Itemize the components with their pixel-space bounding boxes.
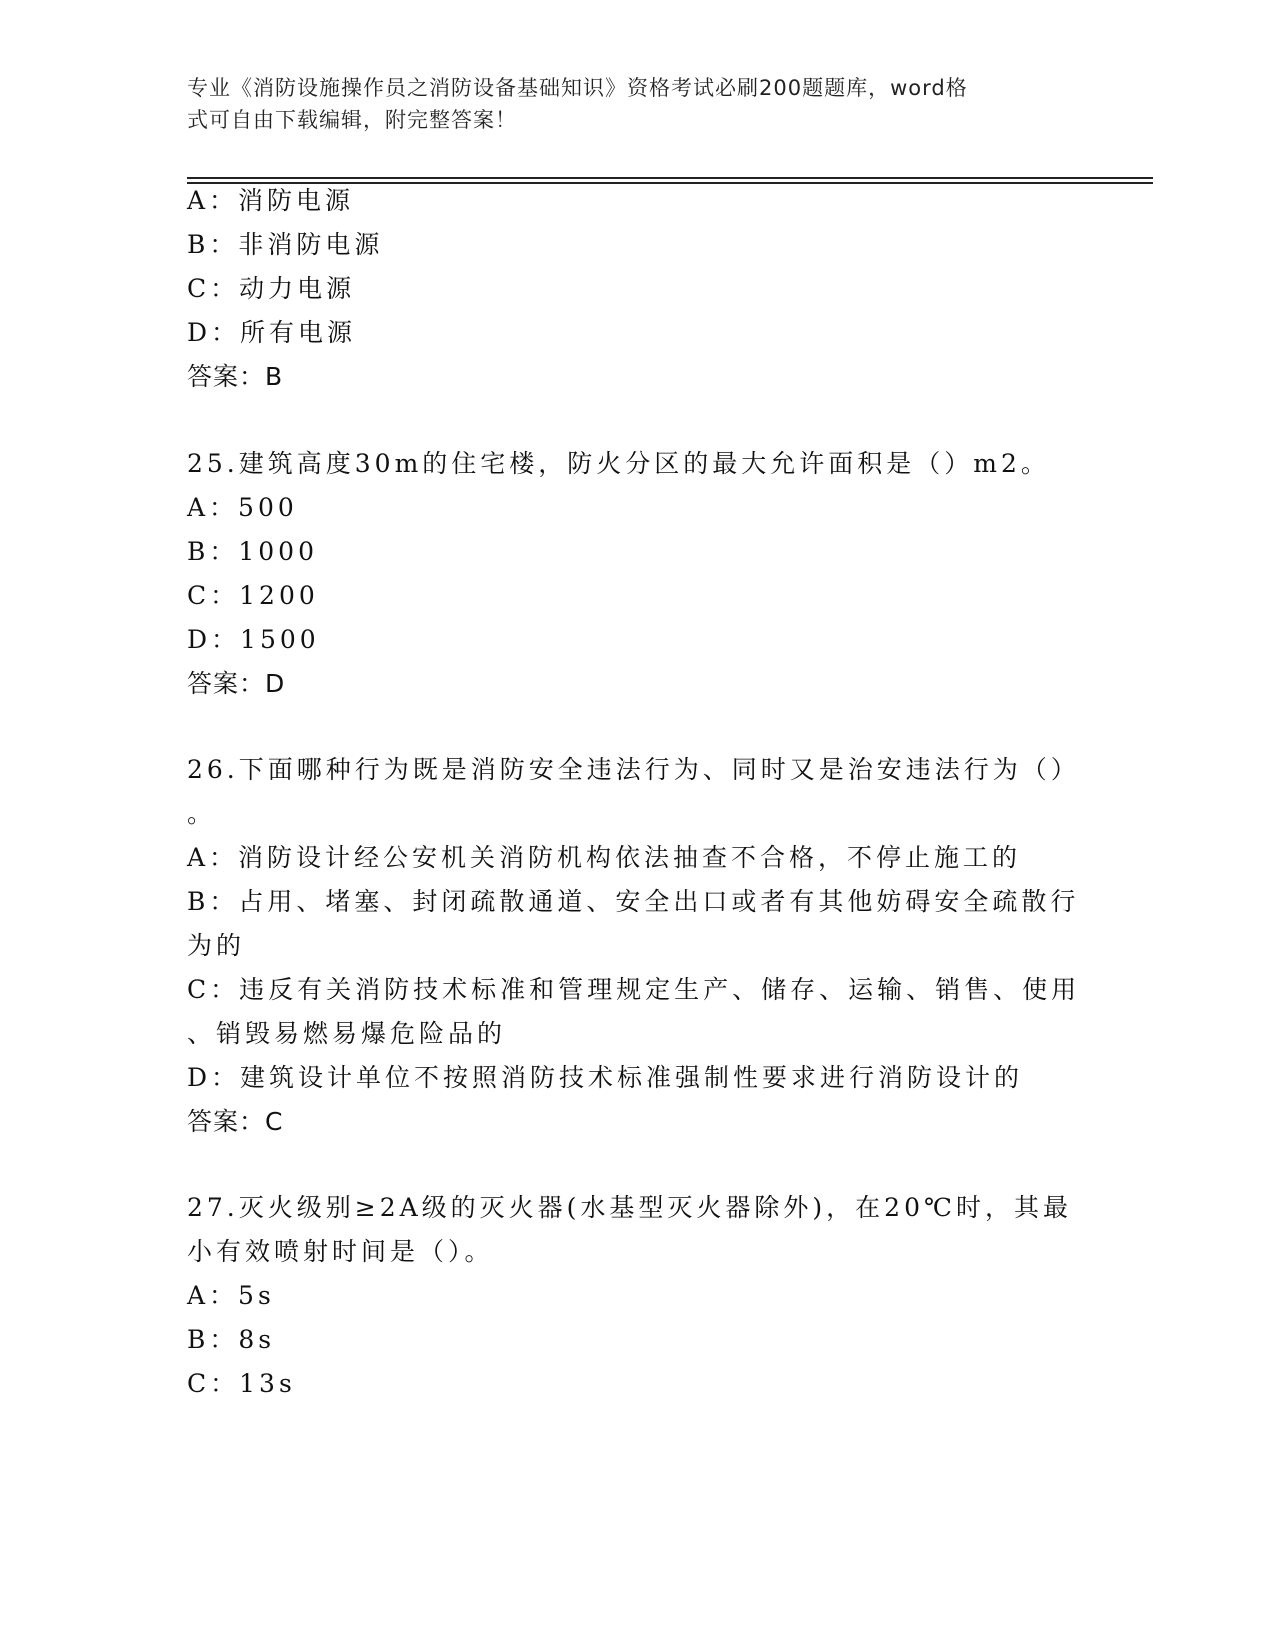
- q24-option-a: A：消防电源: [187, 186, 355, 215]
- header-divider-top: [187, 177, 1153, 179]
- q26-question-line-1: 26.下面哪种行为既是消防安全违法行为、同时又是治安违法行为（）: [187, 755, 1080, 784]
- q27-option-a: A：5s: [187, 1281, 275, 1310]
- q25-option-a: A：500: [187, 493, 298, 522]
- q24-option-b: B：非消防电源: [187, 230, 384, 259]
- header-line-1: 专业《消防设施操作员之消防设备基础知识》资格考试必刷200题题库，word格: [187, 76, 968, 100]
- q26-question-line-2: 。: [187, 799, 217, 828]
- q25-option-b: B：1000: [187, 537, 318, 566]
- q26-answer: 答案：C: [187, 1107, 284, 1136]
- q27-option-b: B：8s: [187, 1325, 276, 1354]
- header-line-2: 式可自由下载编辑，附完整答案！: [187, 108, 517, 132]
- document-header: [187, 72, 1087, 136]
- q26-option-c-line-2: 、销毁易燃易爆危险品的: [187, 1019, 507, 1048]
- q24-answer: 答案：B: [187, 362, 284, 391]
- q27-question-line-2: 小有效喷射时间是（）。: [187, 1237, 494, 1266]
- q26-option-d: D：建筑设计单位不按照消防技术标准强制性要求进行消防设计的: [187, 1063, 1024, 1092]
- q26-option-c-line-1: C：违反有关消防技术标准和管理规定生产、储存、运输、销售、使用: [187, 975, 1081, 1004]
- header-divider-bottom: [187, 182, 1153, 184]
- q26-option-b-line-1: B：占用、堵塞、封闭疏散通道、安全出口或者有其他妨碍安全疏散行: [187, 887, 1080, 916]
- q24-option-d: D：所有电源: [187, 318, 357, 347]
- q27-question-line-1: 27.灭火级别≥2A级的灭火器(水基型灭火器除外)，在20℃时，其最: [187, 1193, 1072, 1222]
- q25-answer: 答案：D: [187, 669, 286, 698]
- q24-option-c: C：动力电源: [187, 274, 356, 303]
- q25-option-d: D：1500: [187, 625, 320, 654]
- q27-option-c: C：13s: [187, 1369, 296, 1398]
- q25-question: 25.建筑高度30m的住宅楼，防火分区的最大允许面积是（）m2。: [187, 449, 1050, 478]
- q26-option-b-line-2: 为的: [187, 931, 246, 960]
- q26-option-a: A：消防设计经公安机关消防机构依法抽查不合格，不停止施工的: [187, 843, 1022, 872]
- q25-option-c: C：1200: [187, 581, 319, 610]
